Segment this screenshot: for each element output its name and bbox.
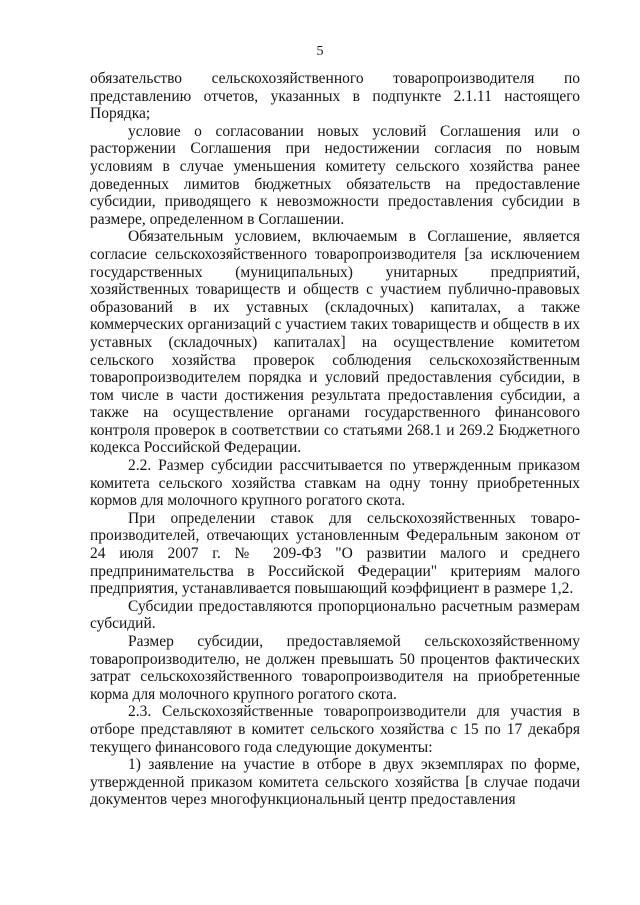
paragraph-mandatory-condition: Обязательным условием, включаемым в Соглашение, является согласие сельскохозяйственного товаропроизводителя [за исключением государственных (муниципальных) унитарных предприятий, хозяйственных товариществ и обществ с участием публично-правовых образований в их уставных (складочных) капиталах, а также коммерческих организаций с участием таких товариществ и обществ в их уставных (складочных) капиталах] на осуществление комитетом сельского хозяйства проверок соблюдения сельскохозяйственным товаропроизводителем порядка и условий предоставления субсидии, в том числе в части достижения результата предоставления субсидии, а также на осуществление органами государственного финансового контроля проверок в соответствии со статьями 268.1 и 269.2 Бюджетного кодекса Российской Федерации.	[90, 228, 580, 457]
paragraph-agreement-terms: условие о согласовании новых условий Соглашения или о расторжении Соглашения при недостижении согласия по новым условиям в случае уменьшения комитету сельского хозяйства ранее доведенных лимитов бюджетных обязательств на предоставление субсидии, приводящего к невозможности предоставления субсидии в размере, определенном в Соглашении.	[90, 122, 580, 228]
paragraph-proportional: Субсидии предоставляются пропорционально расчетным размерам субсидий.	[90, 597, 580, 633]
paragraph-subsidy-amount: 2.2. Размер субсидии рассчитывается по утвержденным приказом комитета сельского хозяйства ставкам на одну тонну приобретенных кормов для молочного крупного рогатого скота.	[90, 457, 580, 510]
paragraph-subsidy-limit: Размер субсидии, предоставляемой сельскохозяйственному товаропроизводителю, не должен превышать 50 процентов фактических затрат сельскохозяйственного товаропроизводителя на приобретенные корма для молочного крупного рогатого скота.	[90, 633, 580, 703]
document-body	[90, 70, 580, 809]
page-number: 5	[316, 44, 324, 59]
paragraph-application: 1) заявление на участие в отборе в двух экземплярах по форме, утвержденной приказом комитета сельского хозяйства [в случае подачи документов через многофункциональный центр предоставления	[90, 756, 580, 809]
paragraph-documents-submission: 2.3. Сельскохозяйственные товаропроизводители для участия в отборе представляют в комитет сельского хозяйства с 15 по 17 декабря текущего финансового года следующие документы:	[90, 703, 580, 756]
paragraph-reporting-obligation: обязательство сельскохозяйственного товаропроизводителя по представлению отчетов, указанных в подпункте 2.1.11 настоящего Порядка;	[90, 70, 580, 123]
paragraph-rate-coefficient: При определении ставок для сельскохозяйственных товаро-производителей, отвечающих установленным Федеральным законом от 24 июля 2007 г. № 209-ФЗ "О развитии малого и среднего предпринимательства в Российской Федерации" критериям малого предприятия, устанавливается повышающий коэффициент в размере 1,2.	[90, 509, 580, 598]
